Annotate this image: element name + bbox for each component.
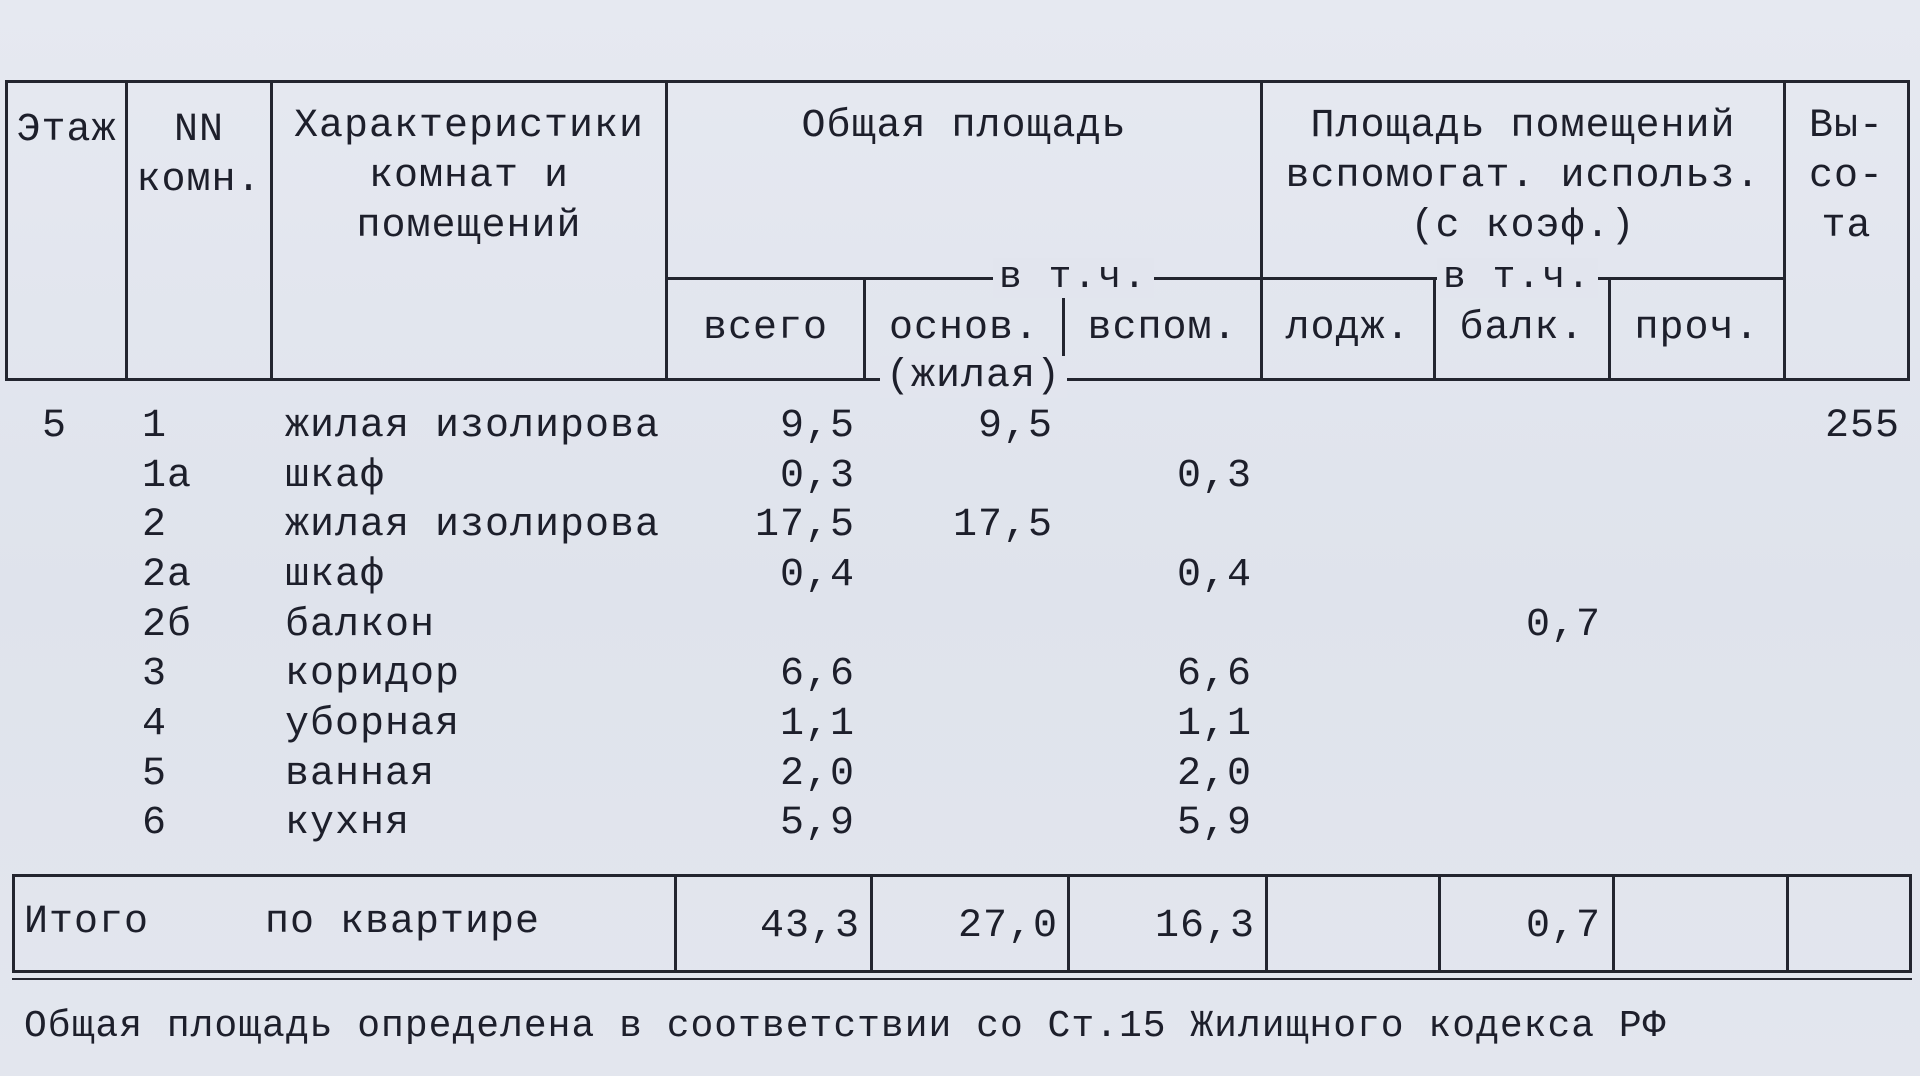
header-total-incl: в т.ч. <box>993 258 1154 298</box>
cell-room-no: 2а <box>142 553 193 598</box>
cell-total: 5,9 <box>779 801 855 846</box>
cell-total: 0,4 <box>779 553 855 598</box>
header-characteristics-2: комнат и <box>368 154 570 199</box>
footnote: Общая площадь определена в соответствии со Ст.15 Жилищного кодекса РФ <box>24 1005 1667 1048</box>
cell-total: 0,3 <box>779 454 855 499</box>
cell-main: 17,5 <box>952 503 1053 548</box>
cell-total: 2,0 <box>779 752 855 797</box>
cell-total: 9,5 <box>779 404 855 449</box>
cell-aux: 6,6 <box>1176 652 1252 697</box>
cell-room-no: 1 <box>142 404 168 449</box>
header-characteristics-1: Характеристики <box>293 104 645 149</box>
cell-room-no: 5 <box>142 752 168 797</box>
header-aux-area-3: (с коэф.) <box>1410 204 1636 249</box>
header-height-1: Вы- <box>1808 104 1884 149</box>
totals-divider-loggia <box>1438 874 1441 973</box>
cell-room-name: балкон <box>285 603 436 648</box>
totals-divider-all <box>870 874 873 973</box>
cell-room-no: 4 <box>142 702 168 747</box>
totals-top-border <box>12 874 1912 877</box>
header-height-3: та <box>1821 204 1872 249</box>
header-total-aux: вспом. <box>1087 306 1238 351</box>
cell-room-name: кухня <box>285 801 411 846</box>
cell-aux: 0,3 <box>1176 454 1252 499</box>
totals-total: 43,3 <box>759 904 860 949</box>
cell-height: 255 <box>1824 404 1900 449</box>
header-characteristics-3: помещений <box>356 204 582 249</box>
totals-right-border <box>1909 874 1912 973</box>
cell-total: 6,6 <box>779 652 855 697</box>
totals-aux: 16,3 <box>1154 904 1255 949</box>
totals-main: 27,0 <box>957 904 1058 949</box>
cell-room-no: 6 <box>142 801 168 846</box>
cell-aux: 2,0 <box>1176 752 1252 797</box>
header-height-2: со- <box>1808 154 1884 199</box>
totals-label-b: по квартире <box>265 900 541 945</box>
header-top-border <box>5 80 1910 83</box>
cell-room-name: шкаф <box>285 454 386 499</box>
cell-room-no: 2 <box>142 503 168 548</box>
header-room-no-1: NN <box>173 108 224 153</box>
header-aux-area-1: Площадь помещений <box>1310 104 1736 149</box>
cell-room-no: 3 <box>142 652 168 697</box>
totals-divider-main <box>1067 874 1070 973</box>
header-other: проч. <box>1634 306 1760 351</box>
totals-divider-label <box>674 874 677 973</box>
header-sub-line <box>665 277 1783 280</box>
header-aux-area-2: вспомогат. использ. <box>1285 154 1761 199</box>
totals-left-border <box>12 874 15 973</box>
header-total-main-2: (жилая) <box>880 356 1067 398</box>
cell-room-no: 1а <box>142 454 193 499</box>
cell-balcony: 0,7 <box>1525 603 1601 648</box>
header-total-all: всего <box>702 306 829 351</box>
header-floor: Этаж <box>16 108 117 153</box>
totals-bottom-border <box>12 970 1912 973</box>
cell-room-no: 2б <box>142 603 193 648</box>
cell-room-name: уборная <box>285 702 461 747</box>
cell-floor: 5 <box>42 404 68 449</box>
cell-room-name: ванная <box>285 752 436 797</box>
header-total-area: Общая площадь <box>801 104 1127 149</box>
cell-aux: 5,9 <box>1176 801 1252 846</box>
cell-room-name: коридор <box>285 652 461 697</box>
header-room-no-2: комн. <box>136 158 262 203</box>
header-total-main-1: основ. <box>888 306 1040 351</box>
totals-divider-aux <box>1265 874 1268 973</box>
header-balcony: балк. <box>1459 306 1585 351</box>
cell-aux: 0,4 <box>1176 553 1252 598</box>
totals-divider-other <box>1786 874 1789 973</box>
cell-main: 9,5 <box>977 404 1053 449</box>
totals-balcony: 0,7 <box>1525 904 1601 949</box>
cell-total: 1,1 <box>779 702 855 747</box>
cell-room-name: шкаф <box>285 553 386 598</box>
totals-divider-balcony <box>1612 874 1615 973</box>
cell-aux: 1,1 <box>1176 702 1252 747</box>
header-right-border <box>1907 80 1910 381</box>
cell-total: 17,5 <box>754 503 855 548</box>
header-loggia: лодж. <box>1285 306 1411 351</box>
cell-room-name: жилая изолирова <box>285 404 661 449</box>
cell-room-name: жилая изолирова <box>285 503 661 548</box>
totals-label-a: Итого <box>24 900 150 945</box>
totals-double-border <box>12 978 1912 980</box>
header-aux-incl: в т.ч. <box>1437 258 1598 298</box>
